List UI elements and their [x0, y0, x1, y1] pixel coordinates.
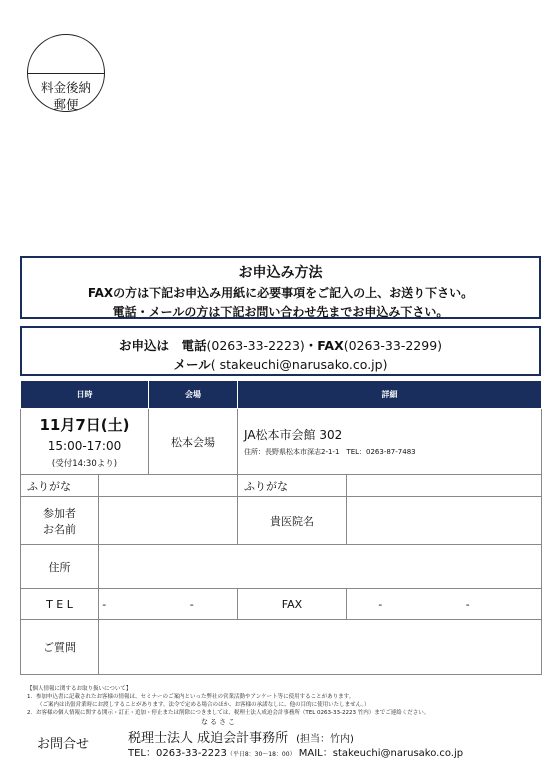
- furigana-label-1: ふりがな: [21, 475, 99, 497]
- event-time: 15:00-17:00: [47, 439, 122, 453]
- privacy-notes: [27, 685, 542, 717]
- tel-fax-row: [21, 589, 542, 620]
- apply-mail-line: [22, 355, 539, 373]
- stamp-text-2: 郵便: [53, 97, 79, 112]
- apply-mail-label: メール: [173, 357, 211, 372]
- event-date: 11月7日(土): [39, 416, 130, 434]
- tel-field[interactable]: - -: [99, 589, 238, 620]
- application-method-box: [20, 256, 541, 319]
- furigana-field-2[interactable]: [347, 475, 542, 497]
- address-label: 住所: [21, 545, 99, 589]
- hospital-label: 貴医院名: [238, 497, 347, 545]
- furigana-row: [21, 475, 542, 497]
- office-contact-line: [128, 744, 463, 759]
- apply-phone-line: [22, 336, 539, 354]
- method-line-1: FAXの方は下記お申込み用紙に必要事項をご記入の上、お送り下さい。: [87, 286, 474, 300]
- office-ruby: なるさこ: [201, 718, 237, 726]
- apply-mail: ( stakeuchi@narusako.co.jp): [210, 357, 388, 372]
- furigana-field-1[interactable]: [99, 475, 238, 497]
- fax-label: FAX: [238, 589, 347, 620]
- event-address: 住所：長野県松本市深志2-1-1 TEL：0263-87-7483: [244, 448, 416, 456]
- event-place: JA松本市会館 302: [244, 428, 343, 442]
- method-line-2: 電話・メールの方は下記お問い合わせ先までお申込み下さい。: [112, 305, 449, 319]
- name-row: [21, 497, 542, 545]
- postage-stamp-circle: [27, 34, 105, 112]
- apply-contact-box: [20, 326, 541, 376]
- office-person: (担当：竹内): [296, 734, 354, 745]
- question-field[interactable]: [99, 620, 542, 675]
- notes-title: 【個人情報に関するお取り扱いについて】: [27, 686, 132, 692]
- office-name: 税理士法人 成迫会計事務所: [128, 731, 289, 746]
- office-mail: MAIL：stakeuchi@narusako.co.jp: [298, 748, 464, 759]
- application-form-table: [20, 380, 542, 675]
- event-reception: (受付14:30より): [51, 459, 118, 469]
- notes-item-2: 2．お客様の個人情報に関する開示・訂正・追加・停止または削除につきましては、税理士法人成迫会計事務所（TEL 0263-33-2223 竹内）までご連絡ください。: [27, 710, 430, 716]
- event-venue: 松本会場: [149, 409, 238, 475]
- event-detail-cell: [238, 409, 542, 475]
- participant-label: 参加者: [43, 506, 76, 520]
- notes-item-1b: （ご案内は出張営業時にお渡しすることがあります。法令で定める場合のほか、お客様の承諾なしに、他の目的に使用いたしません。）: [37, 702, 370, 708]
- name-field[interactable]: [99, 497, 238, 545]
- stamp-text-1: 料金後納: [40, 80, 91, 95]
- apply-fax-label: ・FAX: [304, 338, 344, 353]
- name-label: お名前: [43, 522, 76, 536]
- address-field[interactable]: [99, 545, 542, 589]
- hospital-field[interactable]: [347, 497, 542, 545]
- method-title: お申込み方法: [238, 265, 323, 281]
- office-tel: TEL：0263-33-2223: [128, 748, 227, 759]
- header-detail: 詳細: [238, 381, 542, 409]
- furigana-label-2: ふりがな: [238, 475, 347, 497]
- fax-field[interactable]: - -: [347, 589, 542, 620]
- contact-label: お問合せ: [37, 737, 90, 752]
- apply-prefix: お申込は 電話: [118, 338, 207, 353]
- address-row: [21, 545, 542, 589]
- notes-item-1: 1．参加申込書に記載されたお客様の情報は、セミナーのご案内といった弊社の営業活動やアンケート等に使用することがあります。: [27, 694, 355, 700]
- apply-tel: (0263-33-2223): [206, 338, 305, 353]
- tel-label: T E L: [21, 589, 99, 620]
- event-row: [21, 409, 542, 475]
- office-hours: （平日8：30～18：00）: [226, 751, 296, 758]
- question-row: [21, 620, 542, 675]
- header-venue: 会場: [149, 381, 238, 409]
- stamp-divider: [28, 73, 104, 74]
- event-datetime-cell: [21, 409, 149, 475]
- table-header-row: [21, 381, 542, 409]
- participant-name-label: [21, 497, 99, 545]
- header-datetime: 日時: [21, 381, 149, 409]
- apply-fax: (0263-33-2299): [343, 338, 443, 353]
- question-label: ご質問: [21, 620, 99, 675]
